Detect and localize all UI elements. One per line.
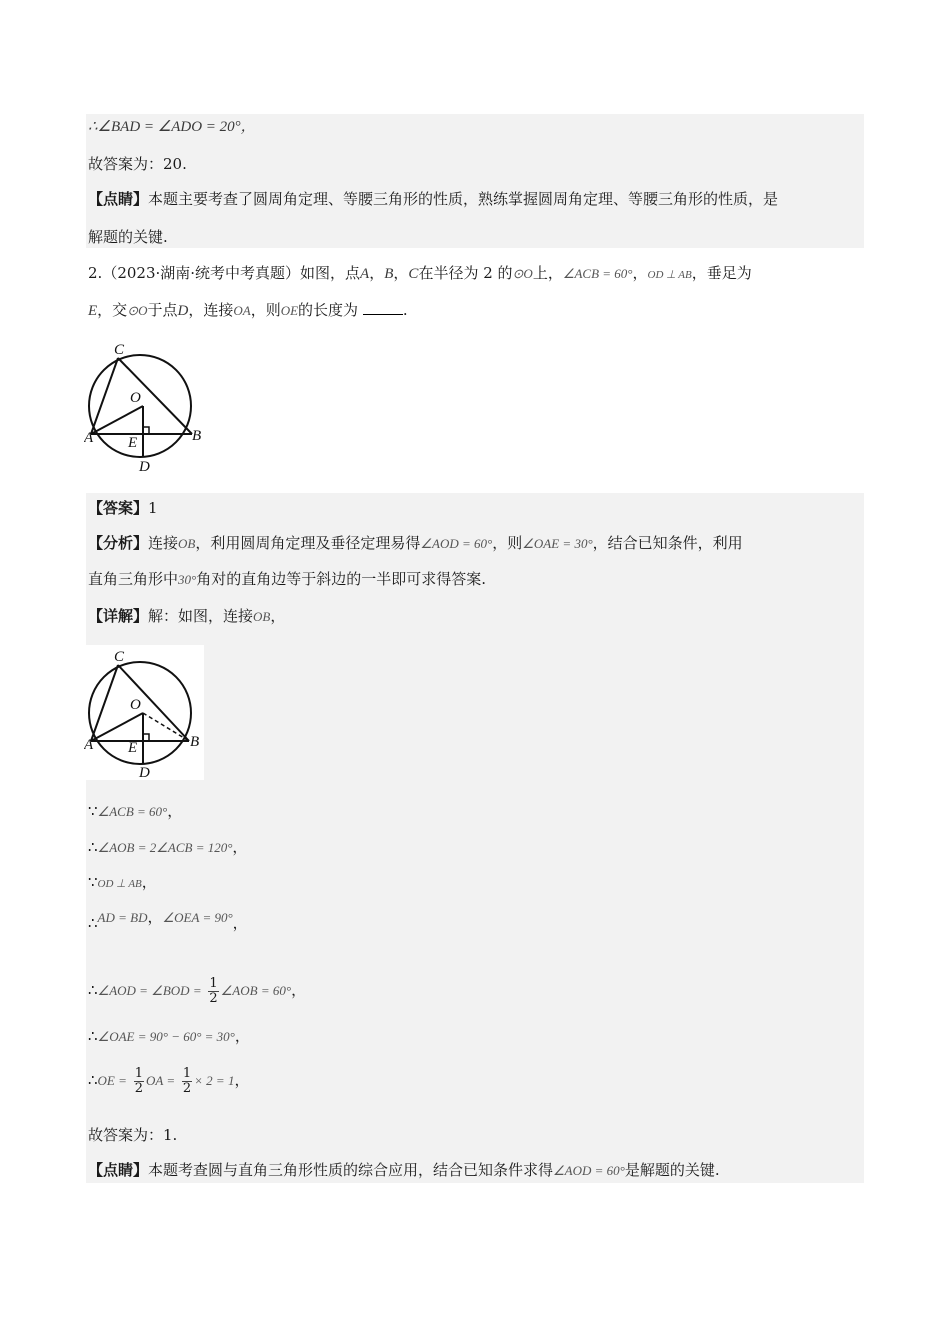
label-o: O (130, 390, 141, 406)
final-answer: 故答案为：1. (88, 1126, 178, 1144)
label-e: E (128, 435, 138, 451)
label-c: C (114, 649, 125, 665)
label-e: E (128, 740, 138, 756)
label-d: D (139, 765, 150, 780)
problem-figure (84, 338, 209, 478)
label-d: D (139, 459, 150, 475)
detail-line: 【详解】解：如图，连接OB， (88, 607, 286, 625)
fraction-half: $\frac{1}{2}$ (182, 1065, 192, 1096)
label-a: A (84, 737, 94, 753)
circle-o (89, 355, 191, 457)
step-4: ∴AD = BD，∠OEA = 90°， (88, 908, 248, 932)
prev-answer: 故答案为：20. (88, 155, 187, 173)
problem-statement-line-1: 2.（2023·湖南·统考中考真题）如图，点A，B，C在半径为 2 的⊙O上，∠ACB = 60°，OD ⊥ AB，垂足为 (88, 264, 752, 282)
label-b: B (192, 428, 202, 444)
analysis-line-1: 【分析】连接OB，利用圆周角定理及垂径定理易得∠AOD = 60°，则∠OAE = 30°，结合已知条件，利用 (88, 534, 743, 552)
step-7: ∴OE = $\frac{1}{2}$ OA = $\frac{1}{2}$ × 2 = 1， (88, 1065, 250, 1096)
analysis-line-2: 直角三角形中30°角对的直角边等于斜边的一半即可求得答案. (88, 570, 486, 588)
solution-figure (84, 645, 204, 780)
prev-conclusion: ∴∠BAD = ∠ADO = 20°， (88, 119, 256, 135)
step-1: ∵∠ACB = 60°， (88, 802, 183, 820)
answer-blank[interactable] (363, 300, 403, 315)
prev-comment-line-2: 解题的关键. (88, 228, 168, 246)
label-b: B (190, 734, 200, 750)
step-3: ∵OD ⊥ AB， (88, 873, 157, 891)
label-c: C (114, 342, 125, 358)
answer-line: 【答案】1 (88, 499, 158, 517)
label-a: A (84, 430, 94, 446)
prev-comment-line-1: 【点睛】本题主要考查了圆周角定理、等腰三角形的性质，熟练掌握圆周角定理、等腰三角形的性质，是 (88, 190, 779, 208)
step-5: ∴∠AOD = ∠BOD = $\frac{1}{2}$ ∠AOB = 60°， (88, 975, 307, 1006)
fraction-half: $\frac{1}{2}$ (134, 1065, 143, 1096)
step-2: ∴∠AOB = 2∠ACB = 120°， (88, 838, 248, 856)
step-6: ∴∠OAE = 90° − 60° = 30°， (88, 1027, 250, 1045)
fraction-half: $\frac{1}{2}$ (209, 975, 218, 1006)
comment-line: 【点睛】本题考查圆与直角三角形性质的综合应用，结合已知条件求得∠AOD = 60°是解题的关键. (88, 1161, 720, 1179)
problem-statement-line-2: E，交⊙O于点D，连接OA，则OE的长度为 . (88, 301, 408, 319)
label-o: O (130, 697, 141, 713)
